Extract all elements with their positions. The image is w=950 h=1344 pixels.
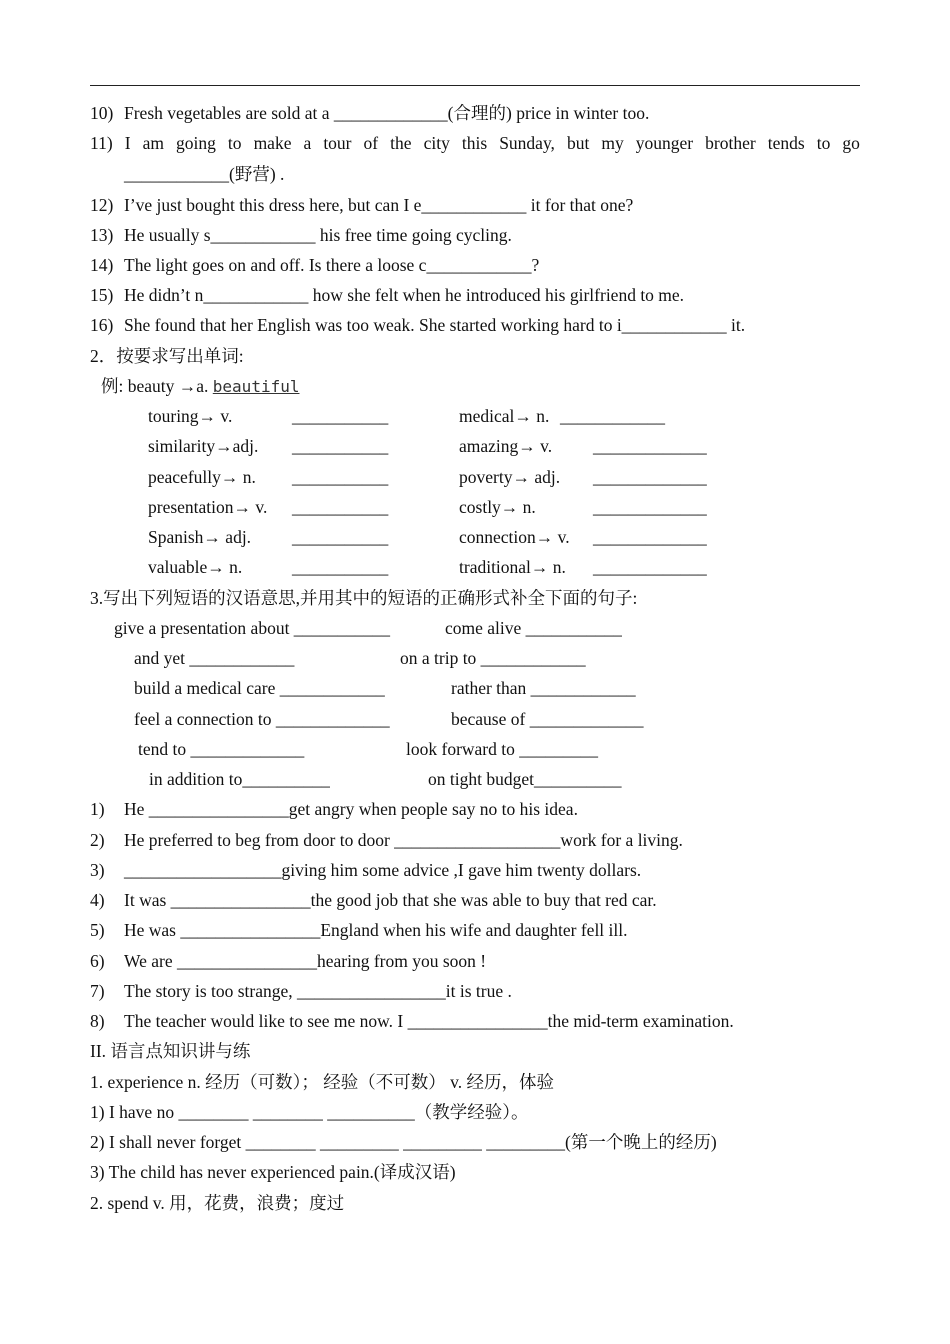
item-word: Sunday, (499, 133, 555, 153)
item-text: I’ve just bought this dress here, but can I e____________ it for that one? (124, 195, 634, 215)
item-word: this (461, 133, 488, 153)
fill-in-item-15 (90, 284, 684, 306)
word-form-right-word: medical→ n. (459, 406, 550, 426)
word-form-right-word: poverty→ adj. (459, 467, 561, 487)
phrase-right: on a trip to ____________ (400, 648, 586, 668)
item-word: I (124, 133, 131, 153)
phrase-sentence (90, 829, 683, 851)
phrase-right: because of _____________ (451, 709, 644, 729)
item-word: go (842, 133, 860, 153)
practice-line: 1) I have no ________ ________ __________（教学经验）。 (90, 1102, 529, 1122)
item-number: 10) (90, 103, 114, 123)
sentence-text: He was ________________England when his wife and daughter fell ill. (124, 920, 628, 940)
item-number: 12) (90, 195, 114, 215)
sentence-number: 5) (90, 920, 105, 940)
sentence-number: 8) (90, 1011, 105, 1031)
fill-in-item-16 (90, 314, 745, 336)
phrase-right: on tight budget__________ (428, 769, 622, 789)
word-form-left-word: peacefully→ n. (148, 467, 256, 487)
section-3-heading: 3.写出下列短语的汉语意思,并用其中的短语的正确形式补全下面的句子: (90, 588, 638, 608)
item-word: am (142, 133, 164, 153)
fill-in-item-11-continuation: ____________(野营) . (124, 164, 285, 184)
item-word: to (227, 133, 242, 153)
word-form-right-blank: _____________ (593, 557, 707, 577)
item-word: tour (323, 133, 352, 153)
phrase-sentence (90, 798, 578, 820)
item-text: He usually s____________ his free time going cycling. (124, 225, 512, 245)
section-2-heading: 2．按要求写出单词: (90, 346, 244, 366)
item-word: to (816, 133, 831, 153)
item-word: brother (705, 133, 756, 153)
word-form-right-blank: _____________ (593, 497, 707, 517)
item-word: but (566, 133, 590, 153)
word-form-example (101, 375, 299, 398)
word-form-right-blank: _____________ (593, 436, 707, 456)
word-form-right-word: connection→ v. (459, 527, 570, 547)
sentence-text: The teacher would like to see me now. I ________________the mid-term examination. (124, 1011, 734, 1031)
sentence-text: The story is too strange, _________________it is true . (124, 981, 512, 1001)
vocab-entry-spend: 2. spend v. 用，花费，浪费；度过 (90, 1193, 345, 1213)
word-form-right-blank: _____________ (593, 527, 707, 547)
sentence-text: He preferred to beg from door to door ___________________work for a living. (124, 830, 683, 850)
item-word: city (423, 133, 450, 153)
vocab-entry-experience: 1. experience n. 经历（可数）； 经验（不可数） v. 经历，体验 (90, 1072, 555, 1092)
word-form-left-blank: ___________ (292, 527, 389, 547)
example-prefix: 例: beauty →a. (101, 376, 213, 396)
phrase-left: build a medical care ____________ (134, 678, 385, 698)
word-form-left-word: similarity→adj. (148, 436, 259, 456)
phrase-right: rather than ____________ (451, 678, 636, 698)
word-form-left-word: touring→ v. (148, 406, 233, 426)
item-number: 13) (90, 225, 114, 245)
phrase-sentence (90, 919, 628, 941)
word-form-right-blank: ____________ (560, 406, 665, 426)
sentence-text: __________________giving him some advice ,I gave him twenty dollars. (124, 860, 642, 880)
phrase-left: in addition to__________ (149, 769, 330, 789)
fill-in-item-12 (90, 194, 633, 216)
word-form-right-word: traditional→ n. (459, 557, 566, 577)
sentence-text: He ________________get angry when people say no to his idea. (124, 799, 578, 819)
phrase-sentence (90, 889, 657, 911)
item-number: 16) (90, 315, 114, 335)
sentence-number: 7) (90, 981, 105, 1001)
phrase-right: come alive ___________ (445, 618, 622, 638)
item-number: 15) (90, 285, 114, 305)
item-text: She found that her English was too weak. She started working hard to i____________ it. (124, 315, 746, 335)
word-form-left-blank: ___________ (292, 436, 389, 456)
phrase-left: and yet ____________ (134, 648, 295, 668)
item-word: make (253, 133, 292, 153)
word-form-left-blank: ___________ (292, 497, 389, 517)
word-form-left-word: valuable→ n. (148, 557, 243, 577)
example-answer: beautiful (212, 377, 300, 396)
item-text: He didn’t n____________ how she felt when he introduced his girlfriend to me. (124, 285, 685, 305)
item-word: going (176, 133, 216, 153)
fill-in-item-10 (90, 102, 649, 124)
phrase-sentence (90, 950, 486, 972)
item-word: of (363, 133, 379, 153)
item-text: Fresh vegetables are sold at a _____________(合理的) price in winter too. (124, 103, 650, 123)
phrase-right: look forward to _________ (406, 739, 598, 759)
item-word: tends (767, 133, 805, 153)
item-word: younger (635, 133, 694, 153)
sentence-number: 2) (90, 830, 105, 850)
sentence-number: 6) (90, 951, 105, 971)
sentence-number: 1) (90, 799, 105, 819)
sentence-number: 3) (90, 860, 105, 880)
item-word: the (390, 133, 412, 153)
item-number: 14) (90, 255, 114, 275)
word-form-right-word: amazing→ v. (459, 436, 553, 456)
top-rule (90, 85, 860, 86)
part-2-heading: II. 语言点知识讲与练 (90, 1041, 251, 1061)
word-form-left-blank: ___________ (292, 467, 389, 487)
phrase-sentence (90, 859, 641, 881)
fill-in-item-11 (90, 132, 860, 154)
practice-line: 2) I shall never forget ________ _________ _________ _________(第一个晚上的经历) (90, 1132, 717, 1152)
word-form-left-word: Spanish→ adj. (148, 527, 252, 547)
phrase-left: feel a connection to _____________ (134, 709, 390, 729)
phrase-left: give a presentation about ___________ (114, 618, 391, 638)
sentence-number: 4) (90, 890, 105, 910)
item-text: The light goes on and off. Is there a loose c____________? (124, 255, 540, 275)
word-form-left-blank: ___________ (292, 406, 389, 426)
sentence-text: We are ________________hearing from you soon ! (124, 951, 487, 971)
fill-in-item-14 (90, 254, 539, 276)
phrase-left: tend to _____________ (138, 739, 305, 759)
word-form-right-blank: _____________ (593, 467, 707, 487)
item-word: a (303, 133, 312, 153)
sentence-text: It was ________________the good job that she was able to buy that red car. (124, 890, 657, 910)
phrase-sentence (90, 1010, 734, 1032)
word-form-left-word: presentation→ v. (148, 497, 268, 517)
word-form-right-word: costly→ n. (459, 497, 536, 517)
practice-line: 3) The child has never experienced pain.(译成汉语) (90, 1162, 456, 1182)
item-number: 11) (90, 133, 113, 153)
fill-in-item-13 (90, 224, 512, 246)
phrase-sentence (90, 980, 512, 1002)
word-form-left-blank: ___________ (292, 557, 389, 577)
item-word: my (601, 133, 624, 153)
